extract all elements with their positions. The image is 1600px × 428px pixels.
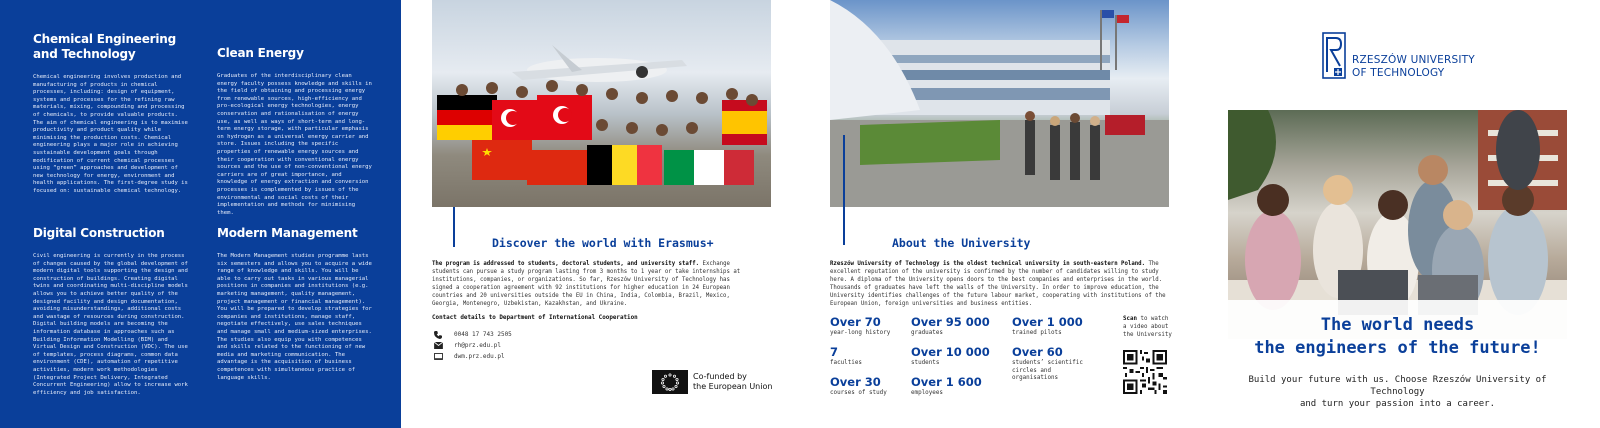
university-name xyxy=(1352,54,1475,79)
stat-graduates xyxy=(911,316,990,338)
contact-web-value[interactable]: dwm.prz.edu.pl xyxy=(454,353,505,360)
about-panel xyxy=(800,0,1200,428)
contact-phone-value: 0048 17 743 2505 xyxy=(454,331,512,338)
program-description: Civil engineering is currently in the process of changes caused by the global development of modern digital tools supporting the design and construction of buildings. Creating digital twins and coordinating multi-discipline models allows you to achieve better quality of the designed facility and design documentation, avoiding misunderstandings, additional costs and wastage of resources during construction. Digital building models are becoming the information database in approaches such as Building Information Modelling (BIM) and Virtual Design and Construction (VDC). The use of templates, process diagrams, common data environment (CDE), automation of repetitive activities, modern work methodologies (Integrated Project Delivery, Integrated Concurrent Engineering) allow to increase work efficiency and job satisfaction. xyxy=(33,253,188,396)
program-title: Digital Construction xyxy=(33,226,165,240)
contact-email-value[interactable]: rh@prz.edu.pl xyxy=(454,342,501,349)
contact-title: Contact details to Department of International Cooperation xyxy=(432,315,638,321)
erasmus-lead: The program is addressed to students, doctoral students, and university staff. xyxy=(432,261,700,267)
cover-tagline-line2: and turn your passion into a career. xyxy=(1299,399,1496,409)
scan-rest: to watch a video about the University xyxy=(1123,316,1172,338)
stat-value: Over 10 000 xyxy=(911,345,990,359)
eu-cofunded-label xyxy=(693,372,772,392)
campus-photo xyxy=(830,0,1169,207)
stat-label: year-long history xyxy=(830,330,891,336)
about-description xyxy=(830,261,1175,308)
university-name-line2: OF TECHNOLOGY xyxy=(1352,66,1445,79)
program-description: Graduates of the interdisciplinary clean energy faculty possess knowledge and skills in the field of obtaining and processing energy from renewable sources, high-efficiency and pro-ecological energy technologies, energy conservation and rationalisation of energy use, as well as ways of short-term and long-term energy storage, with particular emphasis on hydrogen as a universal energy carrier and store. Issues including the specific properties of renewable energy sources and their cooperation with conventional energy sources and the use of non-conventional energy carriers are of great importance, and knowledge of energy extraction and conversion processes is complemented by issues of the environmental and social costs of their implementation and methods for minimising them. xyxy=(217,73,372,216)
web-icon xyxy=(432,352,444,361)
program-digital-construction xyxy=(33,226,188,397)
program-title: Chemical Engineering and Technology xyxy=(33,32,177,61)
contact-web[interactable] xyxy=(432,352,505,361)
eu-cofunded-line2: the European Union xyxy=(693,382,773,391)
cover-panel xyxy=(1200,0,1600,428)
cover-tagline-line1: Build your future with us. Choose Rzeszów University of Technology xyxy=(1248,375,1547,397)
section-accent-line xyxy=(843,135,845,245)
program-chemical-engineering xyxy=(33,32,188,196)
eu-flag-icon xyxy=(652,370,688,394)
stat-history xyxy=(830,316,890,338)
erasmus-photo-illustration xyxy=(432,0,771,207)
stat-value: Over 1 600 xyxy=(911,375,982,389)
stat-value: Over 95 000 xyxy=(911,315,990,329)
program-modern-management xyxy=(217,226,372,382)
qr-code-icon[interactable] xyxy=(1123,350,1167,394)
university-name-line1: RZESZÓW UNIVERSITY xyxy=(1352,54,1475,66)
cover-headline-line2: the engineers of the future! xyxy=(1254,338,1541,358)
stat-label: graduates xyxy=(911,330,943,336)
stat-value: Over 1 000 xyxy=(1012,315,1083,329)
about-body: The excellent reputation of the university is confirmed by the number of candidates willing to study here. A diploma of the University opens doors to the best companies and enterprises in the world. Thousands of graduates have left the walls of the University. In order to improve education, the University identifies challenges of the future labour market, cooperating with institutions of the European Union, foreign universities and business entities. xyxy=(830,261,1166,307)
about-lead: Rzeszów University of Technology is the oldest technical university in south-eastern Poland. xyxy=(830,261,1146,267)
stat-value: Over 70 xyxy=(830,315,881,329)
stat-label: students’ scientific circles and organisations xyxy=(1012,360,1083,381)
about-title: About the University xyxy=(892,236,1031,250)
programs-panel xyxy=(0,0,401,428)
erasmus-panel xyxy=(401,0,800,428)
contact-phone xyxy=(432,330,512,339)
cover-headline xyxy=(1228,314,1567,360)
stat-pilots xyxy=(1012,316,1083,338)
program-title: Clean Energy xyxy=(217,46,304,60)
email-icon xyxy=(432,341,444,350)
campus-photo-illustration xyxy=(830,0,1169,207)
university-logo-icon xyxy=(1322,32,1346,79)
stat-value: Over 60 xyxy=(1012,345,1063,359)
program-title: Modern Management xyxy=(217,226,358,240)
stat-label: employees xyxy=(911,390,943,396)
erasmus-title: Discover the world with Erasmus+ xyxy=(492,236,714,250)
stat-label: trained pilots xyxy=(1012,330,1062,336)
program-description: The Modern Management studies programme lasts six semesters and allows you to acquire a wide range of knowledge and skills. You will be able to carry out tasks in various managerial positions in companies and institutions (e.g. marketing management, quality management, project management or financial management). You will be prepared to develop strategies for companies and institutions, manage staff, negotiate effectively, use sales techniques and manage small and medium-sized enterprises. The studies also equip you with competences and skills related to the functioning of new media and marketing communication. The advantage is the acquisition of business competences with simultaneous practice of language skills. xyxy=(217,253,372,381)
stat-faculties xyxy=(830,346,862,368)
stat-label: courses of study xyxy=(830,390,887,396)
stat-label: students xyxy=(911,360,940,366)
erasmus-group-photo xyxy=(432,0,771,207)
contact-email[interactable] xyxy=(432,341,501,350)
scan-bold: Scan xyxy=(1123,316,1137,322)
stat-value: Over 30 xyxy=(830,375,881,389)
stat-label: faculties xyxy=(830,360,862,366)
erasmus-description xyxy=(432,261,752,308)
erasmus-body: Exchange students can pursue a study program lasting from 3 months to 1 year or take internships at institutions, companies, or organizations. So far, Rzeszów University of Technology has signed a cooperation agreement with 92 institutions for higher education in 24 European countries and 20 universities outside the EU in China, India, Colombia, Brazil, Mexico, Georgia, Montenegro, Uzbekistan, Kazakhstan, and Ukraine. xyxy=(432,261,741,307)
program-description: Chemical engineering involves production and manufacturing of products in chemical processes, including: design of equipment, systems and processes for the refining raw materials, mixing, compounding and processing of chemicals, to provide valuable products. The aim of chemical engineering is to maximise productivity and product quality while minimising the production costs. Chemical engineering plays a major role in achieving sustainable development goals through modification of current chemical processes using “green” approaches and development of new technology for energy, environment and health applications. The first-degree study is focused on: sustainable chemical technology. xyxy=(33,74,188,194)
stat-courses xyxy=(830,376,887,398)
stat-value: 7 xyxy=(830,345,839,359)
eu-cofunded-line1: Co-funded by xyxy=(693,372,747,381)
cover-headline-line1: The world needs xyxy=(1320,315,1475,335)
phone-icon xyxy=(432,330,444,339)
section-accent-line xyxy=(453,207,455,247)
program-clean-energy xyxy=(217,46,372,217)
stat-employees xyxy=(911,376,982,398)
stat-students xyxy=(911,346,990,368)
scan-instruction xyxy=(1123,316,1173,339)
stat-scientific-circles xyxy=(1012,346,1097,383)
cover-tagline xyxy=(1228,374,1567,410)
